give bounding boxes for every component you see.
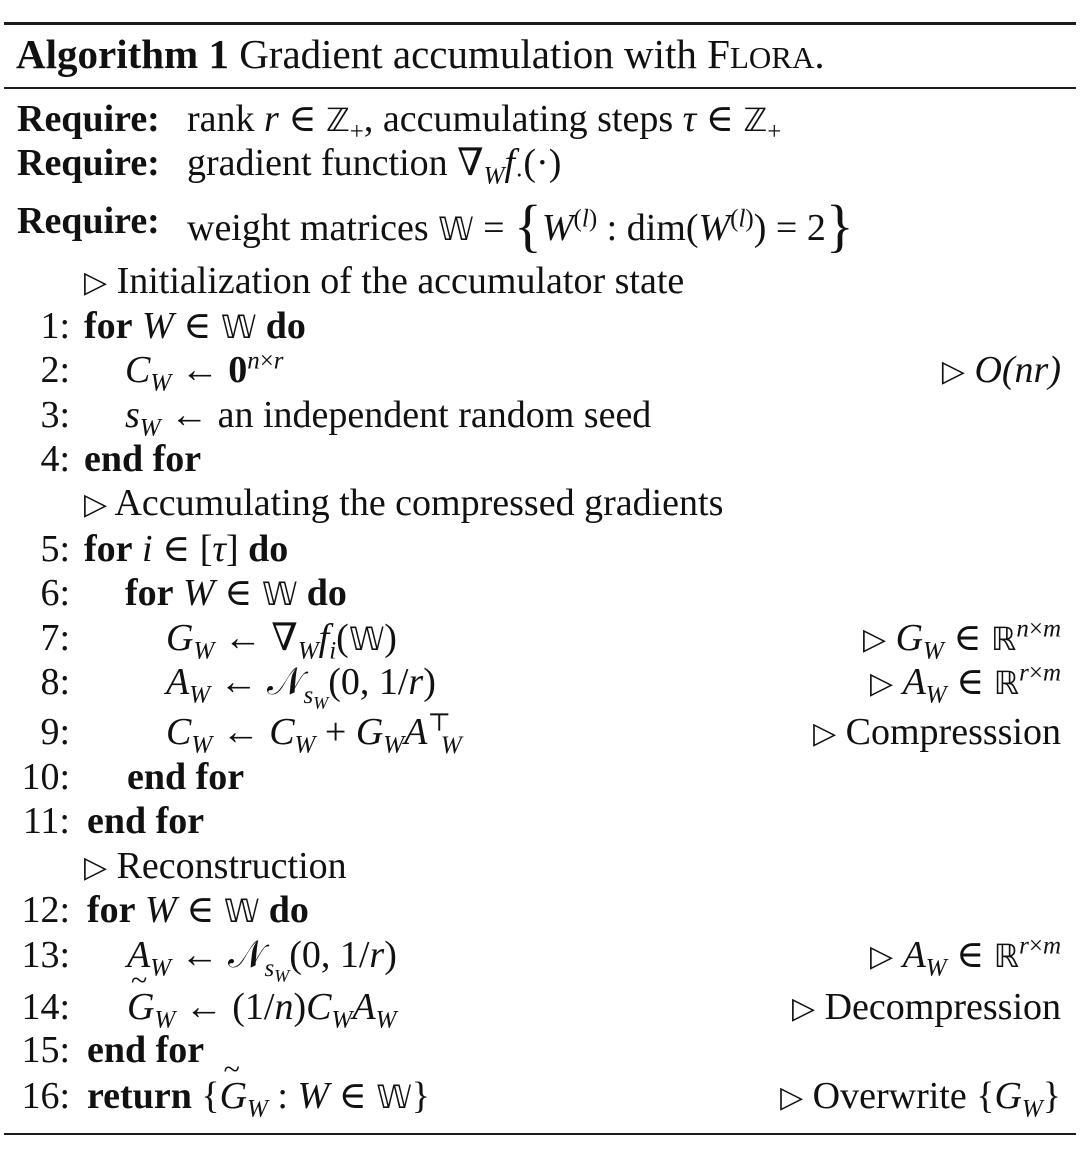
require-line xyxy=(0,193,1080,258)
line-comment: ▷ Compresssion xyxy=(813,711,1061,753)
comment-triangle-icon: ▷ xyxy=(869,667,894,700)
statement: end for xyxy=(87,1029,205,1071)
line-number: 9: xyxy=(40,711,70,753)
section-comment: Accumulating the compressed gradients xyxy=(114,482,724,524)
statement: $s_W$ ← an independent random seed xyxy=(125,394,652,442)
algorithm-caption: Algorithm 1 Gradient accumulation with FLORA. xyxy=(16,31,825,77)
statement: for W ∈ 𝕎 do xyxy=(125,572,347,614)
statement: $C_W$ ← $C_W + G_WA^⊤_W$ xyxy=(166,709,462,759)
comment-line xyxy=(0,844,1080,888)
algo-line xyxy=(0,659,1080,713)
require-label: Require: xyxy=(17,142,160,184)
line-number: 12: xyxy=(21,889,70,931)
statement: $G_W$ ← $\nabla_Wf_i(𝕎)$ xyxy=(166,617,397,665)
comment-triangle-icon: ▷ xyxy=(862,623,887,656)
statement: end for xyxy=(87,800,205,842)
algo-line xyxy=(0,527,1080,571)
statement: return {~ $G_W$ : W ∈ 𝕎} xyxy=(87,1074,430,1119)
require-text: weight matrices 𝕎 = {$W^{(l)}$ : $dim(W^{(l)}) = 2$} xyxy=(187,193,854,258)
require-text: gradient function $\nabla_Wf_\cdot(\cdot)$ xyxy=(187,142,562,190)
comment-line xyxy=(0,481,1080,525)
line-number: 8: xyxy=(40,661,70,703)
line-comment: ▷ O(nr) xyxy=(941,349,1061,391)
algo-line xyxy=(0,799,1080,843)
comment-triangle-icon: ▷ xyxy=(84,266,108,299)
require-line xyxy=(0,97,1080,146)
algo-line xyxy=(0,437,1080,481)
statement: ~ $G_W$ ← $(1/n)C_WA_W$ xyxy=(127,985,396,1029)
comment-triangle-icon: ▷ xyxy=(941,355,965,388)
statement: $C_W$ ← $0^{n\times r}$ xyxy=(125,347,284,397)
algo-line xyxy=(0,347,1080,397)
top-rule xyxy=(4,22,1076,25)
line-number: 4: xyxy=(40,438,70,480)
comment-triangle-icon: ▷ xyxy=(792,992,816,1025)
method-name-rest: LORA xyxy=(729,40,815,75)
line-number: 16: xyxy=(21,1075,70,1117)
require-label: Require: xyxy=(17,200,160,242)
line-number: 3: xyxy=(40,394,70,436)
algo-line xyxy=(0,755,1080,799)
line-number: 7: xyxy=(40,617,70,659)
comment-line xyxy=(0,259,1080,303)
comment-triangle-icon: ▷ xyxy=(813,717,837,750)
statement: $A_W$ ← 𝒩$_{s_W}$(0, 1/r) xyxy=(166,661,436,713)
line-number: 2: xyxy=(40,349,70,391)
statement: for W ∈ 𝕎 do xyxy=(87,889,309,931)
line-number: 1: xyxy=(40,305,70,347)
algo-line xyxy=(0,571,1080,615)
line-comment: ▷ $G_W$ ∈ ℝ$^{n\times m}$ xyxy=(862,615,1061,665)
line-number: 13: xyxy=(21,934,70,976)
statement: end for xyxy=(127,756,245,798)
line-comment: ▷ $A_W$ ∈ ℝ$^{r\times m}$ xyxy=(869,659,1061,709)
bottom-rule xyxy=(4,1133,1076,1135)
line-comment: ▷ Overwrite $\{G_W\}$ xyxy=(780,1075,1061,1123)
comment-triangle-icon: ▷ xyxy=(869,940,894,973)
line-number: 6: xyxy=(40,572,70,614)
require-line xyxy=(0,141,1080,190)
algo-line xyxy=(0,1074,1080,1123)
section-comment: Reconstruction xyxy=(116,845,347,887)
algo-line xyxy=(0,932,1080,986)
comment-triangle-icon: ▷ xyxy=(780,1081,804,1114)
statement: for i ∈ [τ] do xyxy=(84,528,289,570)
require-label: Require: xyxy=(17,98,160,140)
line-number: 11: xyxy=(22,800,70,842)
line-number: 5: xyxy=(40,528,70,570)
section-comment: Initialization of the accumulator state xyxy=(116,260,685,302)
algo-line xyxy=(0,1028,1080,1072)
algo-line xyxy=(0,709,1080,759)
algo-line xyxy=(0,615,1080,665)
statement: end for xyxy=(84,438,202,480)
comment-triangle-icon: ▷ xyxy=(84,488,108,521)
comment-triangle-icon: ▷ xyxy=(84,851,108,884)
require-text: rank r ∈ ℤ$_+$, accumulating steps τ ∈ ℤ$_+$ xyxy=(187,98,782,146)
algo-line xyxy=(0,985,1080,1034)
statement: $A_W$ ← 𝒩$_{s_W}$(0, 1/r) xyxy=(127,934,397,986)
statement: for W ∈ 𝕎 do xyxy=(84,305,306,347)
line-comment: ▷ Decompression xyxy=(792,986,1061,1028)
line-number: 10: xyxy=(21,756,70,798)
line-number: 15: xyxy=(21,1029,70,1071)
caption-text: Gradient accumulation with xyxy=(239,31,697,77)
algo-line xyxy=(0,393,1080,442)
algo-line xyxy=(0,888,1080,932)
line-number: 14: xyxy=(21,986,70,1028)
line-comment: ▷ $A_W$ ∈ ℝ$^{r\times m}$ xyxy=(869,932,1061,982)
caption-label: Algorithm 1 xyxy=(16,31,229,77)
method-name-first: F xyxy=(707,31,730,77)
caption-rule xyxy=(4,87,1076,89)
algo-line xyxy=(0,304,1080,348)
